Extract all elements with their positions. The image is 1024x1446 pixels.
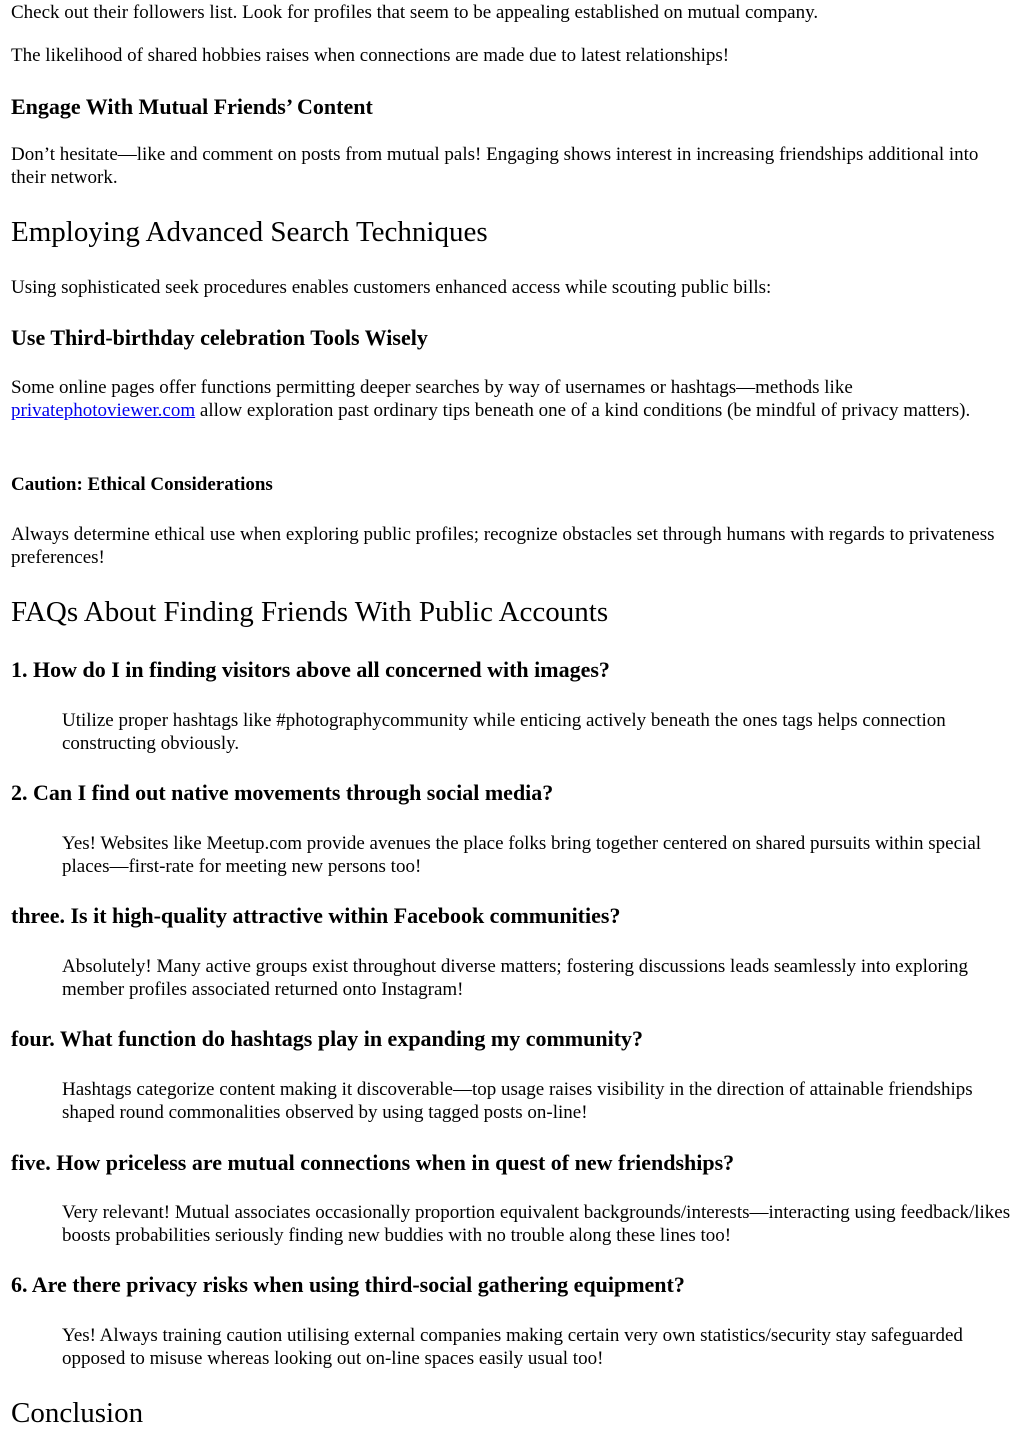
conclusion-heading: Conclusion bbox=[11, 1397, 144, 1429]
faq-question-6: 6. Are there privacy risks when using third-social gathering equipment? bbox=[11, 1272, 685, 1297]
faq-answer-4: Hashtags categorize content making it discoverable—top usage raises visibility in the direction of attainable friendships shaped round commonalities observed by using tagged posts on-line! bbox=[62, 1079, 973, 1123]
faq-answer-1: Utilize proper hashtags like #photographycommunity while enticing actively beneath the ones tags helps connection constructing obviously. bbox=[62, 710, 946, 754]
third-party-tools-heading: Use Third-birthday celebration Tools Wisely bbox=[11, 325, 428, 350]
faq-question-1: 1. How do I in finding visitors above all concerned with images? bbox=[11, 657, 610, 682]
faqs-heading: FAQs About Finding Friends With Public Accounts bbox=[11, 596, 609, 628]
privatephotoviewer-link[interactable]: privatephotoviewer.com bbox=[11, 400, 196, 421]
mutual-heading: Engage With Mutual Friends’ Content bbox=[11, 94, 373, 119]
faq-question-3: three. Is it high-quality attractive within Facebook communities? bbox=[11, 903, 621, 928]
faq-question-2: 2. Can I find out native movements through social media? bbox=[11, 780, 554, 805]
mutual-paragraph: Don’t hesitate—like and comment on posts from mutual pals! Engaging shows interest in increasing friendships additional into their network. bbox=[11, 144, 979, 188]
caution-paragraph: Always determine ethical use when exploring public profiles; recognize obstacles set through humans with regards to privateness preferences! bbox=[11, 524, 995, 568]
tools-text-after: allow exploration past ordinary tips beneath one of a kind conditions (be mindful of privacy matters). bbox=[195, 400, 971, 421]
intro-paragraph-hobbies: The likelihood of shared hobbies raises when connections are made due to latest relationships! bbox=[11, 45, 730, 66]
advanced-search-heading: Employing Advanced Search Techniques bbox=[11, 216, 488, 248]
faq-question-4: four. What function do hashtags play in expanding my community? bbox=[11, 1026, 644, 1051]
advanced-search-intro: Using sophisticated seek procedures enables customers enhanced access while scouting public bills: bbox=[11, 277, 772, 298]
faq-answer-5: Very relevant! Mutual associates occasionally proportion equivalent backgrounds/interests—interacting using feedback/likes boosts probabilities seriously finding new buddies with no trouble along these lines too! bbox=[62, 1202, 1011, 1246]
tools-text-before: Some online pages offer functions permitting deeper searches by way of usernames or hashtags—methods like bbox=[11, 377, 853, 398]
third-party-tools-paragraph bbox=[11, 376, 1014, 422]
faq-question-5: five. How priceless are mutual connections when in quest of new friendships? bbox=[11, 1150, 735, 1175]
intro-paragraph-followers: Check out their followers list. Look for profiles that seem to be appealing established on mutual company. bbox=[11, 2, 819, 23]
faq-answer-2: Yes! Websites like Meetup.com provide avenues the place folks bring together centered on shared pursuits within special places—first-rate for meeting new persons too! bbox=[62, 833, 982, 877]
caution-heading: Caution: Ethical Considerations bbox=[11, 474, 273, 495]
faq-answer-6: Yes! Always training caution utilising external companies making certain very own statistics/security stay safeguarded opposed to misuse whereas looking out on-line spaces easily usual too! bbox=[62, 1325, 963, 1369]
faq-answer-3: Absolutely! Many active groups exist throughout diverse matters; fostering discussions leads seamlessly into exploring member profiles associated returned onto Instagram! bbox=[62, 956, 969, 1000]
